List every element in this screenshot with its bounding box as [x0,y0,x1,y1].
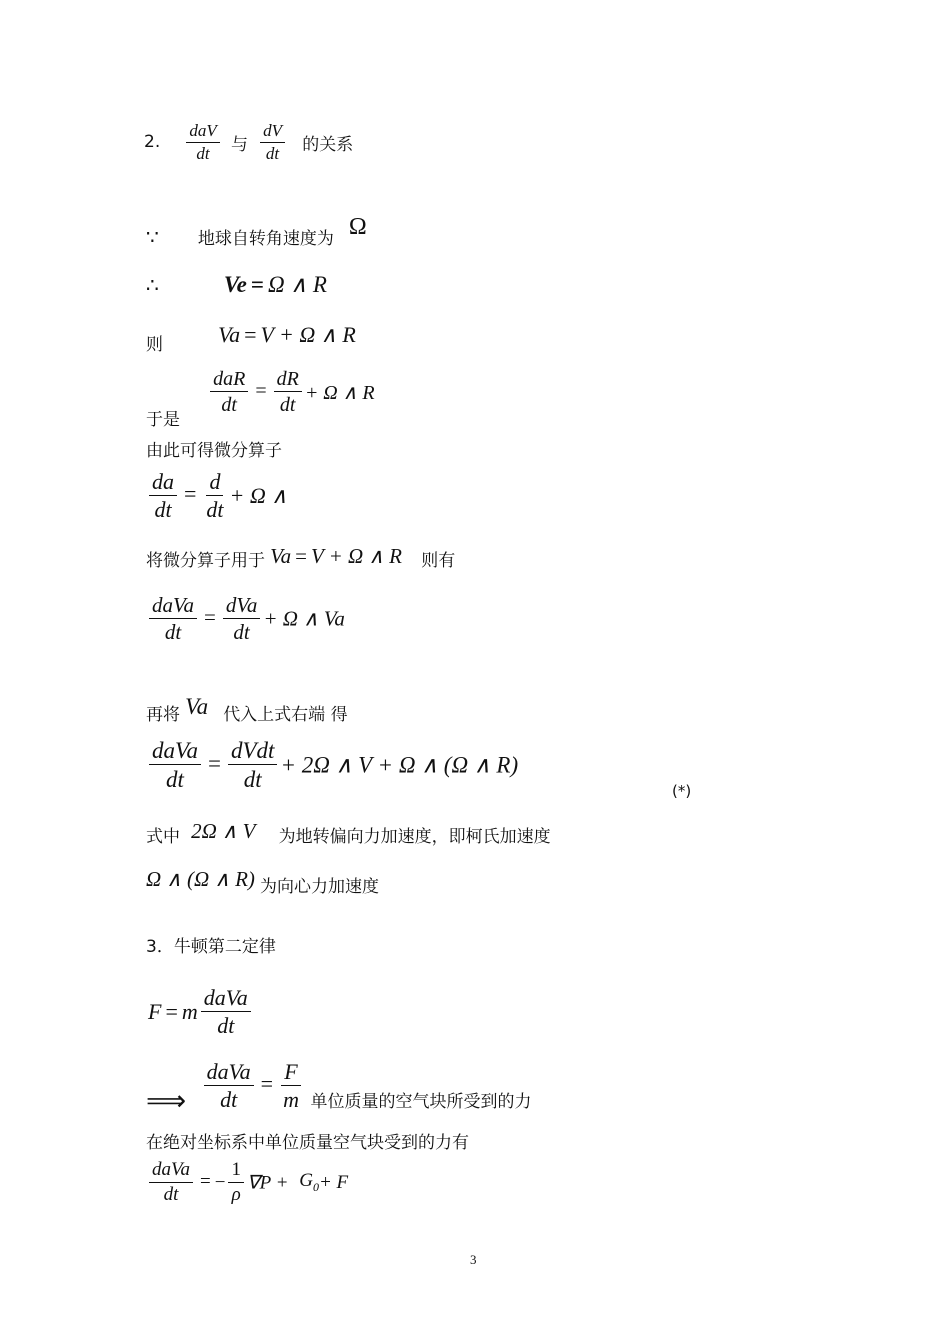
centripetal-suffix: 为向心力加速度 [260,877,380,897]
therefore-symbol: ∴ [146,273,159,297]
absolute-intro: 在绝对坐标系中单位质量空气块受到的力有 [146,1133,469,1153]
substitute-suffix: 代入上式右端 得 [223,705,348,725]
omega-symbol: Ω [348,214,367,240]
section-2-heading [144,122,353,163]
then-line [146,322,356,355]
because-symbol: ∵ [146,225,159,249]
coriolis-prefix: 式中 [146,827,180,847]
section-3-heading: 3．牛顿第二定律 [146,937,276,957]
formula-dV-dt: $\frac{dV}{dt}$ [257,132,292,151]
formula-daV-dt: $\frac{\text{daV}}{dt}$ [183,132,227,151]
formula-ve: Ve = Ω ∧ R [223,272,327,297]
apply-line [146,546,455,572]
operator-intro: 由此可得微分算子 [146,441,282,461]
text-yu: 与 [230,134,248,155]
implies-arrow: ⟹ [146,1086,187,1118]
centripetal-line [146,866,380,897]
section-number: 2. [144,132,161,153]
text-relation: 的关系 [302,134,354,155]
va-symbol: Va [185,694,209,719]
formula-apply: Va = V + Ω ∧ R [270,544,402,568]
formula-operator: $\frac{da}{dt}$ = $\frac{d}{dt}$ + Ω ∧ [146,470,287,522]
substitute-line [146,694,348,725]
implies-line [146,1059,532,1118]
because-line [146,214,367,251]
formula-star: $\frac{\text{daVa}}{dt}$ = $\frac{\text{dVdt}}{dt}$ + 2Ω ∧ V + Ω ∧ (Ω ∧ R) [146,738,518,793]
yushi-label: 于是 [146,410,180,430]
page-number: 3 [470,1252,477,1267]
formula-daR: $\frac{\text{daR}}{dt}$ = $\frac{dR}{dt}$ + Ω ∧ R [207,380,375,402]
coriolis-line [146,818,551,847]
equation-tag: (*) [672,782,692,800]
apply-suffix: 则有 [421,551,456,571]
apply-prefix: 将微分算子用于 [146,551,265,571]
because-text: 地球自转角速度为 [197,229,334,249]
formula-newton: F = m $\frac{\text{daVa}}{dt}$ [148,986,254,1038]
formula-davva: $\frac{\text{daVa}}{dt}$ = $\frac{\text{dVa}}{dt}$ + Ω ∧ Va [146,594,345,644]
coriolis-formula: 2Ω ∧ V [191,819,256,843]
formula-final: $\frac{\text{daVa}}{dt}$ = − $\frac{1}{\rho}$ $\nabla P + G_0+ F$ [146,1160,348,1206]
centripetal-formula: Ω ∧ (Ω ∧ R) [146,867,255,891]
coriolis-suffix: 为地转偏向力加速度，即柯氏加速度 [278,827,551,847]
yushi-line [146,368,375,430]
implies-suffix: 单位质量的空气块所受到的力 [310,1092,532,1113]
formula-va: Va = V + Ω ∧ R [218,322,356,347]
formula-implies: ⟹ $\frac{\text{daVa}}{dt}$ = $\frac{F}{m}$ [146,1059,299,1118]
substitute-prefix: 再将 [146,705,180,725]
then-label: 则 [146,335,163,355]
therefore-line [146,272,327,298]
